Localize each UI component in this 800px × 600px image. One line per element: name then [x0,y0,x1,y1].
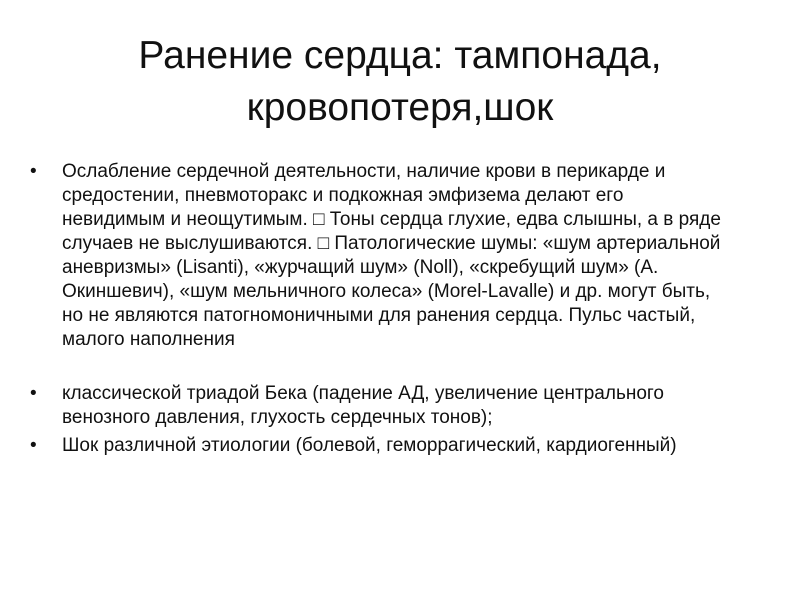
bullet-text-2: классической триадой Бека (падение АД, увеличение центрального венозного давления, глухость сердечных тонов); [62,383,664,428]
bullet-text-3: Шок различной этиологии (болевой, геморрагический, кардиогенный) [62,435,677,456]
bullet-text-1: Ослабление сердечной деятельности, наличие крови в перикарде и средостении, пневмоторакс и подкожная эмфизема делают его невидимым и неощутимым. □ Тоны сердца глухие, едва слышны, а в ряде случаев не выслушиваются. □ Патологические шумы: «шум артериальной аневризмы» (Lisanti), «журчащий шум» (Noll), «скребущий шум» (А. Окиншевич), «шум мельничного колеса» (Morel-Lavalle) и др. могут быть, но не являются патогномоничными для ранения сердца. Пульс частый, малого наполнения [62,161,721,350]
bullet-item-3 [30,434,730,458]
slide-title: Ранение сердца: тампонада, кровопотеря,шок [138,34,662,129]
bullet-dot-icon: • [30,383,37,404]
bullet-dot-icon: • [30,161,37,182]
bullet-item-1 [30,160,730,352]
bullet-list [30,160,730,458]
bullet-item-2 [30,382,730,430]
bullet-dot-icon: • [30,435,37,456]
